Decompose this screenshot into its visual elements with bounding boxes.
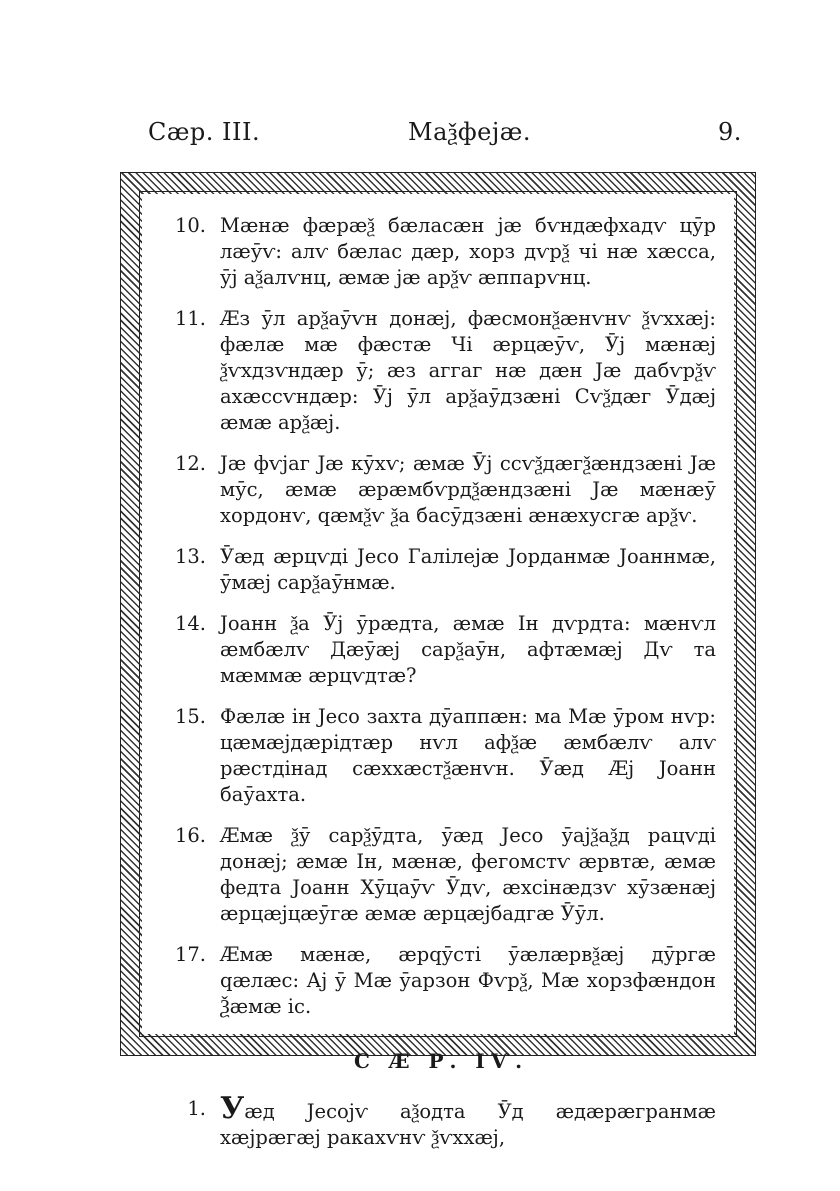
verse-number: 17. [174,943,206,966]
verse-text: Фæлæ ін Јесо захта дӯаппæн: ма Мæ ӯром нѵр: цæмæјдæрідтæр нѵл афѯæ æмбæлѵ алѵ рæстдінад сæххæстѯæнѵн. Ӯæд Æј Јоанн баӯахта. [220,705,716,806]
verse [166,306,716,436]
verse-text [220,1091,716,1151]
page-body [166,213,716,1166]
verse [166,544,716,596]
verse-text: Æмæ мæнæ, æрqӯсті ӯæлæрвѯæј дӯргæ qæлæс: Ај ӯ Мæ ӯарзон Фѵрѯ, Мæ хорзфæндон Ѯæмæ іс. [220,943,716,1018]
verse-text-body: æд Јесојѵ аѯодта Ӯд æдæрæгранмæ хæјрæгæј ракахѵнѵ ѯѵххæј, [220,1100,716,1149]
verse-number: 1. [187,1097,206,1120]
verse [166,823,716,927]
page-number: 9. [718,118,742,146]
chapter-running-head: Сæр. III. [148,118,261,146]
book-title: Маѯфејæ. [408,118,531,146]
verse [166,611,716,689]
verse [166,1091,716,1151]
initial-capital: У [220,1091,245,1126]
verse [166,451,716,529]
verse-number: 12. [174,452,206,475]
verse-number: 15. [174,705,206,728]
verse-number: 16. [174,824,206,847]
verse-text: Мæнæ фæрæѯ бæласæн јæ бѵндæфхадѵ цӯр лæӯѵ: алѵ бæлас дæр, хорз дѵрѯ чі нæ хæсса, ӯј аѯалѵнц, æмæ јæ арѯѵ æппарѵнц. [220,214,716,289]
verse-number: 13. [174,545,206,568]
verse-text: Јæ фѵјаг Јæ кӯхѵ; æмæ Ӯј ссѵѯдæгѯæндзæні Јæ мӯс, æмæ æрæмбѵрдѯæндзæні Јæ мæнæӯ хордонѵ, qæмѯѵ ѯа басӯдзæні æнæхусгæ арѯѵ. [220,452,716,527]
verse [166,704,716,808]
chapter-heading: С Æ Р. IѴ. [353,1049,529,1073]
verse [166,213,716,291]
verse-text: Æз ӯл арѯаӯѵн донæј, фæсмонѯæнѵнѵ ѯѵххæј: фæлæ мæ фæстæ Чі æрцæӯѵ, Ӯј мæнæј ѯѵхдзѵндæр ӯ; æз аггаг нæ дæн Јæ дабѵрѯѵ ахæссѵндæр: Ӯј ӯл арѯаӯдзæні Сѵѯдæг Ӯдæј æмæ арѯæј. [220,307,716,434]
verse [166,942,716,1020]
verse-number: 14. [174,612,206,635]
page-header [0,118,840,158]
verse-number: 11. [174,307,206,330]
verse-text: Æмæ ѯӯ сарѯӯдта, ӯæд Јесо ӯајѯаѯд рацѵдi донæј; æмæ Ін, мæнæ, фегомстѵ æрвтæ, æмæ федта Јоанн Хӯцаӯѵ Ӯдѵ, æхсінæдзѵ хӯзæнæј æрцæјцæӯгæ æмæ æрцæјбадгæ Ӯӯл. [220,824,716,925]
verse-text: Јоанн ѯа Ӯј ӯрæдта, æмæ Ін дѵрдта: мæнѵл æмбæлѵ Дæӯæј сарѯаӯн, афтæмæј Дѵ та мæммæ æрцѵдтæ? [220,612,716,687]
verse-text: Ӯæд æрцѵдi Јесо Галілејæ Јорданмæ Јоаннмæ, ӯмæј сарѯаӯнмæ. [220,545,716,594]
verse-number: 10. [174,214,206,237]
